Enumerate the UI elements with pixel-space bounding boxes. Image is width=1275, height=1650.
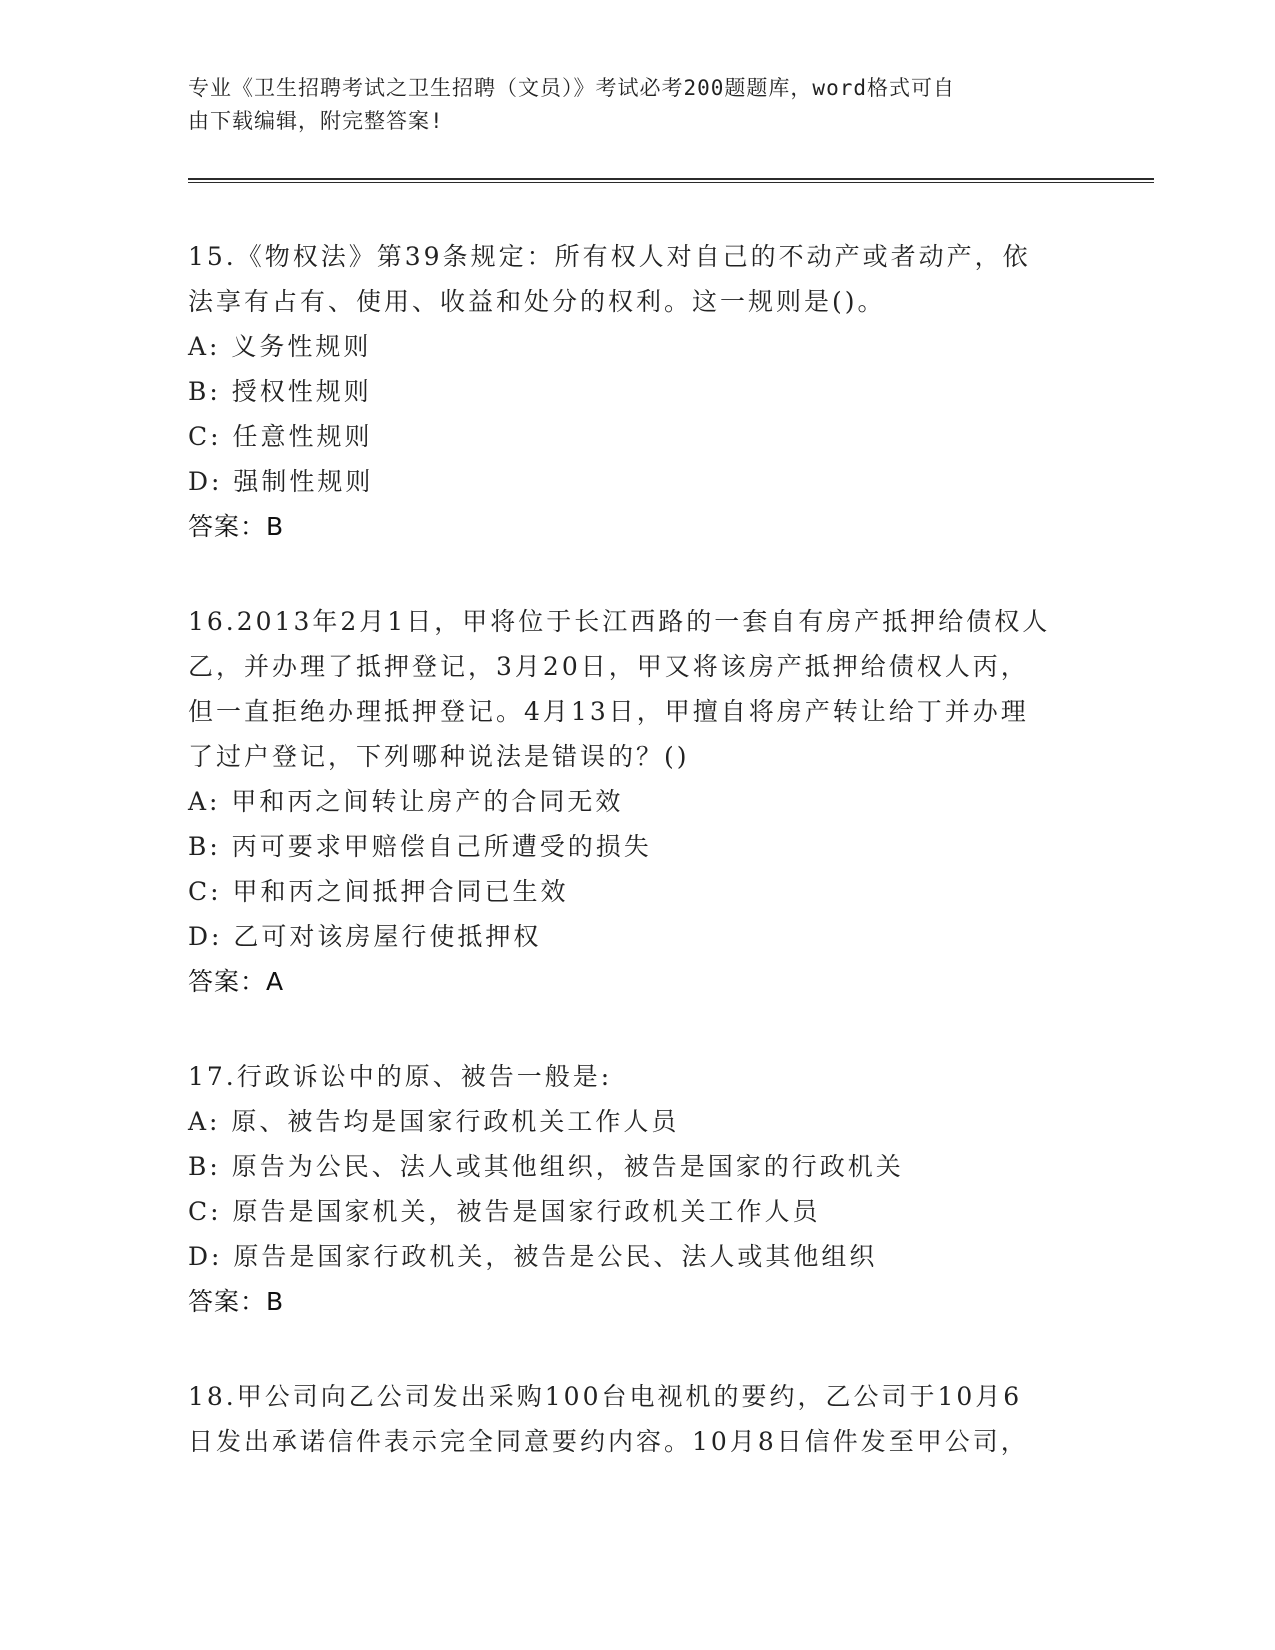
option-d: D: 强制性规则 [188, 467, 374, 496]
option-b: B: 丙可要求甲赔偿自己所遭受的损失 [188, 832, 652, 861]
question-stem-line: 16.2013年2月1日，甲将位于长江西路的一套自有房产抵押给债权人 [188, 607, 1051, 636]
question-stem-line: 但一直拒绝办理抵押登记。4月13日，甲擅自将房产转让给丁并办理 [188, 697, 1029, 726]
answer-line: 答案：B [188, 1287, 285, 1316]
question-18 [188, 1374, 1088, 1464]
header-line-2: 由下载编辑，附完整答案! [188, 109, 444, 133]
option-c: C: 原告是国家机关，被告是国家行政机关工作人员 [188, 1197, 821, 1226]
option-a: A: 义务性规则 [188, 332, 372, 361]
header-line-1: 专业《卫生招聘考试之卫生招聘（文员）》考试必考200题题库，word格式可自 [188, 76, 955, 100]
option-c: C: 甲和丙之间抵押合同已生效 [188, 877, 569, 906]
option-a: A: 甲和丙之间转让房产的合同无效 [188, 787, 624, 816]
option-b: B: 原告为公民、法人或其他组织，被告是国家的行政机关 [188, 1152, 904, 1181]
answer-line: 答案：A [188, 967, 285, 996]
header-divider-thick [188, 178, 1154, 180]
question-15 [188, 234, 1088, 549]
question-stem-line: 15.《物权法》第39条规定：所有权人对自己的不动产或者动产，依 [188, 242, 1031, 271]
question-stem-line: 日发出承诺信件表示完全同意要约内容。10月8日信件发至甲公司， [188, 1427, 1029, 1456]
answer-line: 答案：B [188, 512, 285, 541]
question-17 [188, 1054, 1088, 1324]
header-divider-thin [188, 182, 1154, 183]
option-b: B: 授权性规则 [188, 377, 372, 406]
option-a: A: 原、被告均是国家行政机关工作人员 [188, 1107, 680, 1136]
question-stem-line: 了过户登记，下列哪种说法是错误的？() [188, 742, 690, 771]
question-16 [188, 599, 1088, 1004]
question-stem-line: 乙，并办理了抵押登记，3月20日，甲又将该房产抵押给债权人丙， [188, 652, 1029, 681]
question-stem-line: 法享有占有、使用、收益和处分的权利。这一规则是()。 [188, 287, 886, 316]
option-c: C: 任意性规则 [188, 422, 373, 451]
document-header [188, 72, 1078, 138]
question-stem-line: 17.行政诉讼中的原、被告一般是: [188, 1062, 613, 1091]
question-stem-line: 18.甲公司向乙公司发出采购100台电视机的要约，乙公司于10月6 [188, 1382, 1023, 1411]
option-d: D: 乙可对该房屋行使抵押权 [188, 922, 542, 951]
option-d: D: 原告是国家行政机关，被告是公民、法人或其他组织 [188, 1242, 878, 1271]
